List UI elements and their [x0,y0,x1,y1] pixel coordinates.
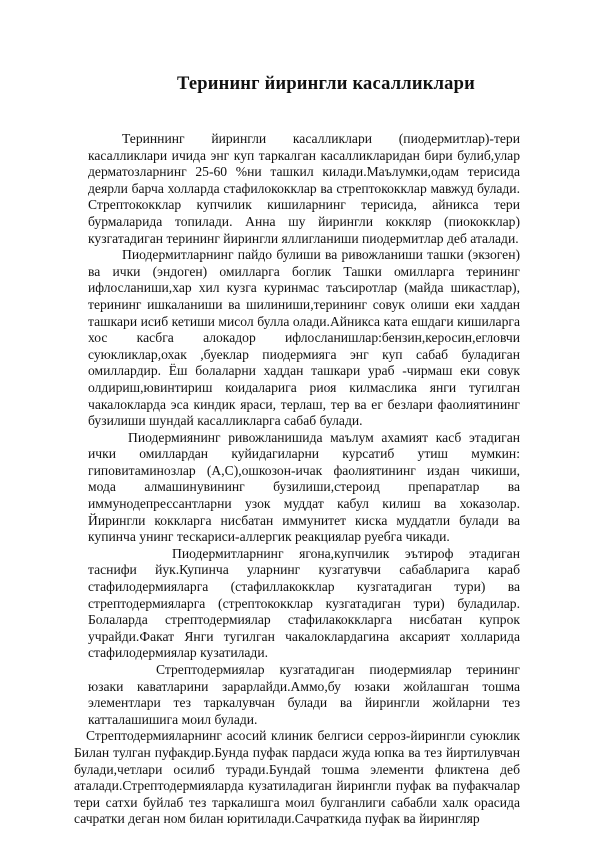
paragraph-3: Пиодермиянинг ривожланишида маълум ахамият касб этадиган ички омиллардан куйидагиларни курсатиб утиш мумкин: гиповитаминозлар (А,С),ошкозон-ичак фаолиятининг издан чикиши, мода алмашинувининг бузилиши,стероид препаратлар ва иммунодепрессантларни узок муддат кабул килиш ва хоказолар. Йирингли коккларга нисбатан иммунитет киска муддатли булади ва купинча унинг тескариси-аллергик реакциялар руебга чикади. [88,429,520,545]
paragraph-2: Пиодермитларнинг пайдо булиши ва ривожланиши ташки (экзоген) ва ички (эндоген) омилларга боглик Ташки омилларга терининг ифлосланиши,хар хил кузга куринмас таъсиротлар (майда шикастлар), терининг ишкаланиши ва шилиниши,терининг совук олиши еки хаддан ташкари исиб кетиши мисол булла олади.Айникса ката ешдаги кишиларга хос касбга алокадор ифлосланишлар:бензин,керосин,еглoвчи суюкликлар,охак ,буеклар пиодермияга энг куп сабаб буладиган омиллардир. Ёш болаларни хаддан ташкари ураб -чирмаш еки совук олдириш,ювинтириш коидаларига риоя килмаслика янги тугилган чакалокларда эса киндик яраси, терлаш, тер ва ег безлари фаолиятининг бузилиши шундай касалликларга сабаб булади. [88,247,520,429]
page-title: Терининг йирингли касалликлари [177,74,475,94]
paragraph-4: Пиодермитларнинг ягона,купчилик эътироф этадиган таснифи йук.Купинча уларнинг кузгатувчи сабабларига караб стафилодермияларга (стафиллакокклар кузгатадиган тури) ва стрептодермияларга (стрептококклар кузгатадиган тури) буладилар. Болаларда стрептодермиялар стафилакоккларга нисбатан купрок учрайди.Факат Янги тугилган чакалоклардагина аксарият холларида стафилодермиялар кузатилади. [88,545,520,661]
document-body [74,131,520,828]
paragraph-5: Стрептодермиялар кузгатадиган пиодермиялар терининг юзаки каватларини зарарлайди.Аммо,бу юзаки жойлашган тошма элементлари тез таркалувчан булади ва йирингли жойларни тез катталашишига моил булади. [88,662,520,727]
paragraph-6: Стрептодермияларнинг асосий клиник белгиси серроз-йирингли суюклик Билан тулган пуфакдир.Бунда пуфак пардаси жуда юпка ва тез йиртилувчан булади,четлари осилиб туради.Бундай тошма элементи фликтена деб аталади.Стрептодермияларда кузатиладиган йирингли пуфак ва пуфакчалар тери сатхи буйлаб тез таркалишга моил булганлиги сабабли халк орасида сачратки деган ном билан юритилади.Сачраткида пуфак ва йирингляр [74,728,520,827]
paragraph-1: Териннинг йирингли касалликлари (пиодермитлар)-тери касалликлари ичида энг куп таркалган касалликларидан бири булиб,улар дерматозларнинг 25-60 %ни ташкил килади.Маълумки,одам терисида деярли барча холларда стафилококклар ва стрептококклар мавжуд булади. Стрептококклар купчилик кишиларнинг терисида, айникса тери бурмаларида топилади. Анна шу йирингли коккляр (пиококклар) кузгатадиган терининг йирингли яллигланиши пиодермитлар деб аталади. [88,131,520,246]
